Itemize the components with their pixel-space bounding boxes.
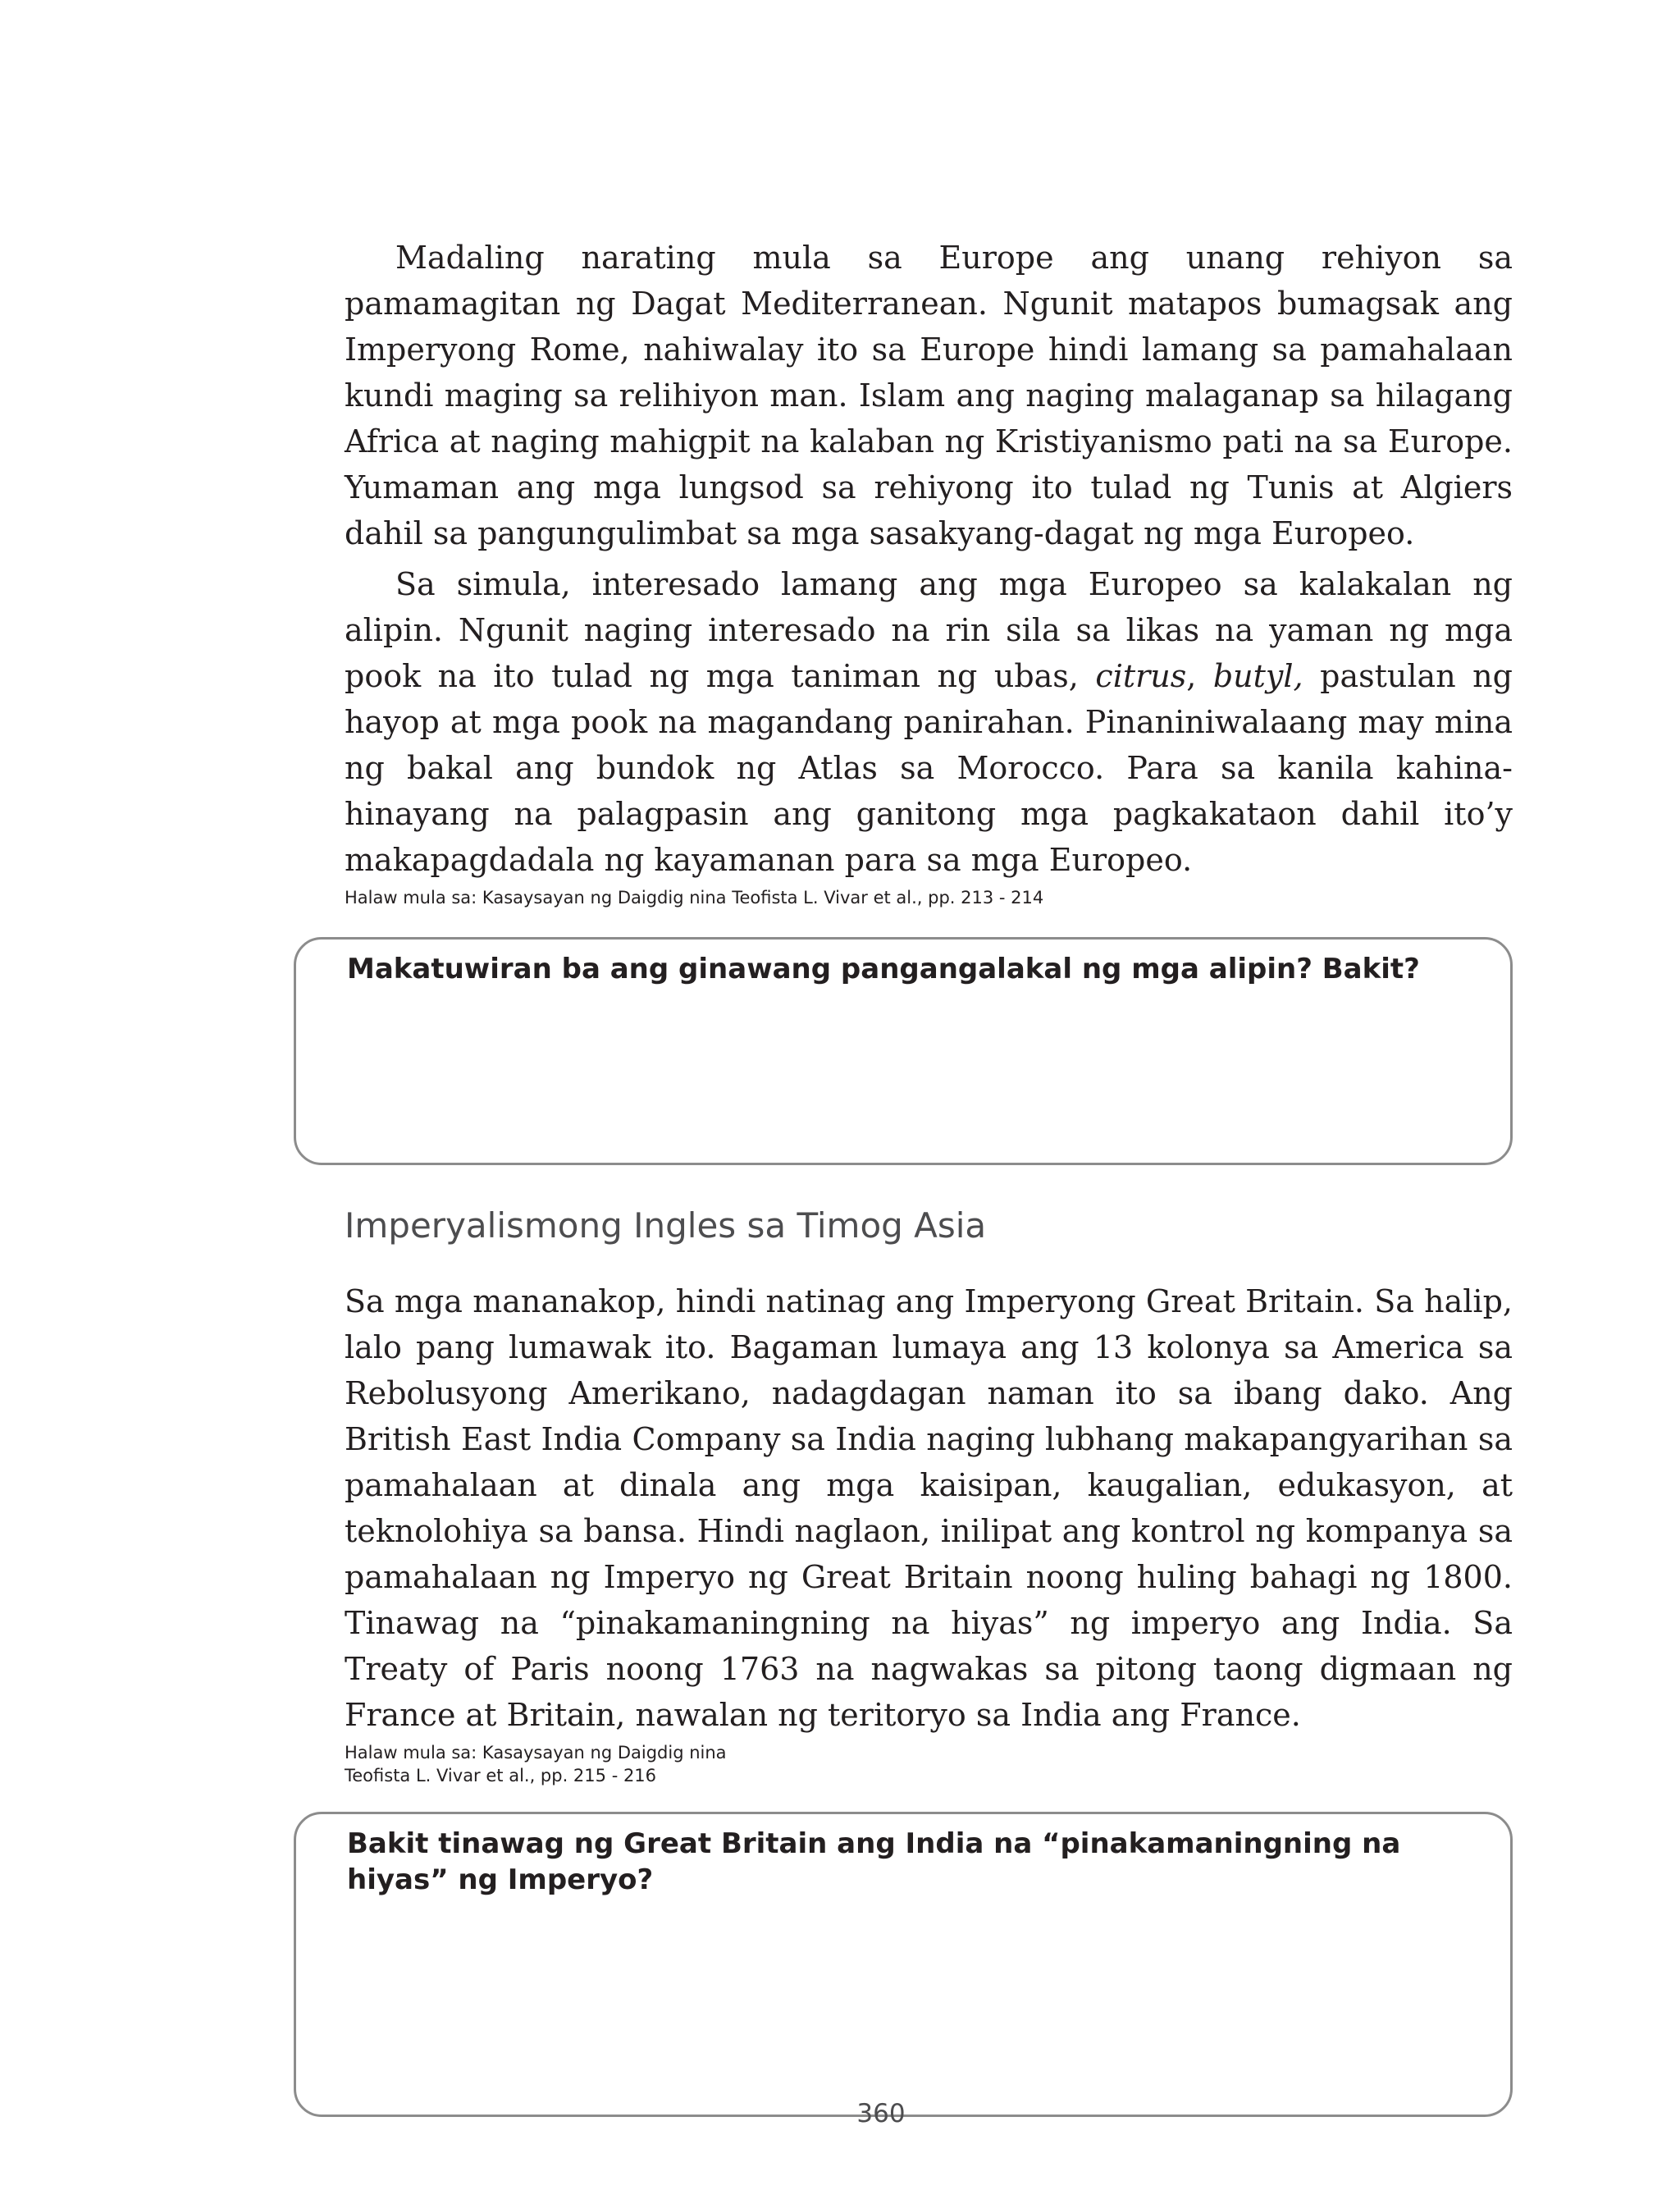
paragraph-text: , [1186, 658, 1213, 694]
source-citation-line: Halaw mula sa: Kasaysayan ng Daigdig nina [345, 1743, 727, 1763]
section-heading: Imperyalismong Ingles sa Timog Asia [345, 1205, 987, 1246]
question-box[interactable] [294, 937, 1513, 1165]
source-citation-line: Teofista L. Vivar et al., pp. 215 - 216 [345, 1766, 657, 1785]
body-paragraph: Sa mga mananakop, hindi natinag ang Imperyong Great Britain. Sa halip, lalo pang lumawak ito. Bagaman lumaya ang 13 kolonya sa America sa Rebolusyong Amerikano, nadagdagan naman ito sa ibang dako. Ang British East India Company sa India naging lubhang makapangyarihan sa pamahalaan at dinala ang mga kaisipan, kaugalian, edukasyon, at teknolohiya sa bansa. Hindi naglaon, inilipat ang kontrol ng kompanya sa pamahalaan ng Imperyo ng Great Britain noong huling bahagi ng 1800. Tinawag na “pinakamaningning na hiyas” ng imperyo ang India. Sa Treaty of Paris noong 1763 na nagwakas sa pitong taong digmaan ng France at Britain, nawalan ng teritoryo sa India ang France. [345, 1283, 1513, 1733]
source-citation: Halaw mula sa: Kasaysayan ng Daigdig nina Teofista L. Vivar et al., pp. 213 - 214 [345, 888, 1044, 908]
question-text: Bakit tinawag ng Great Britain ang India na “pinakamaningning na hiyas” ng Imperyo? [347, 1827, 1401, 1896]
paragraph-text: pastulan ng hayop at mga pook na magandang panirahan. Pinaniniwalaang may mina ng bakal ang bundok ng Atlas sa Morocco. Para sa kanila kahina-hinayang na palagpasin ang ganitong mga pagkakataon dahil ito’y makapagdadala ng kayamanan para sa mga Europeo. [345, 658, 1513, 878]
body-paragraph [345, 561, 1513, 883]
italic-term-butyl: butyl, [1212, 658, 1303, 694]
body-paragraph: Madaling narating mula sa Europe ang unang rehiyon sa pamamagitan ng Dagat Mediterranean. Ngunit matapos bumagsak ang Imperyong Rome, nahiwalay ito sa Europe hindi lamang sa pamahalaan kundi maging sa relihiyon man. Islam ang naging malaganap sa hilagang Africa at naging mahigpit na kalaban ng Kristiyanismo pati na sa Europe. Yumaman ang mga lungsod sa rehiyong ito tulad ng Tunis at Algiers dahil sa pangungulimbat sa mga sasakyang-dagat ng mga Europeo. [345, 240, 1513, 551]
question-box[interactable] [294, 1812, 1513, 2117]
italic-term-citrus: citrus [1095, 658, 1187, 694]
page-content [345, 235, 1513, 2117]
question-text: Makatuwiran ba ang ginawang pangangalakal ng mga alipin? Bakit? [347, 953, 1420, 985]
paragraph-text: Sa simula, interesado lamang ang mga Europeo sa kalakalan ng alipin. Ngunit naging interesado na rin sila sa likas na yaman ng mga pook na ito tulad ng mga taniman ng ubas, [345, 566, 1513, 694]
page-number: 360 [856, 2099, 906, 2128]
